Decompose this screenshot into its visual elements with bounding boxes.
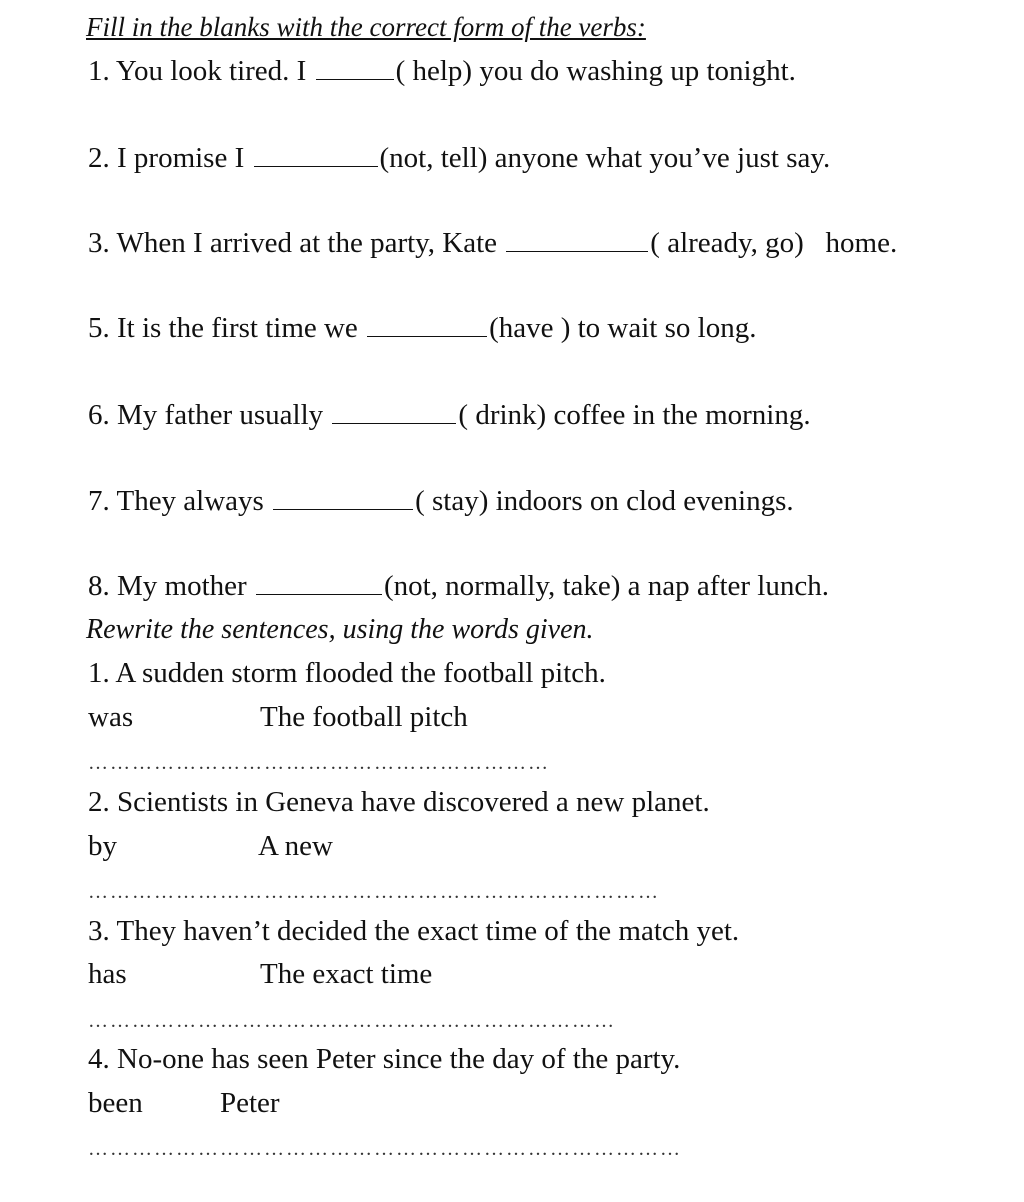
answer-blank (316, 78, 394, 80)
exercise-1-item-7 (88, 485, 794, 518)
answer-blank (273, 508, 413, 510)
exercise-1-item-5 (88, 312, 756, 345)
item-text-after: ( help) you do washing up tonight. (395, 55, 796, 87)
rewrite-sentence-2: 2. Scientists in Geneva have discovered a new planet. (88, 786, 710, 818)
rewrite-keyword-1: was (88, 701, 134, 733)
answer-blank (506, 250, 648, 252)
item-text-after: ( stay) indoors on clod evenings. (415, 485, 794, 517)
item-text-before: 8. My mother (88, 570, 254, 602)
rewrite-keyword-3: has (88, 958, 127, 990)
item-text-before: 6. My father usually (88, 399, 331, 431)
rewrite-sentence-3: 3. They haven’t decided the exact time of the match yet. (88, 915, 740, 947)
item-text-after: (not, tell) anyone what you’ve just say. (379, 142, 831, 174)
item-text-before: 3. When I arrived at the party, Kate (88, 227, 505, 259)
exercise-1-item-6 (88, 399, 811, 432)
exercise-1-item-8 (88, 570, 829, 603)
item-text-before: 1. You look tired. I (88, 55, 314, 87)
exercise-1-title: Fill in the blanks with the correct form of the verbs: (86, 12, 646, 42)
item-text-after: (not, normally, take) a nap after lunch. (383, 570, 829, 602)
rewrite-answer-line-3: ……………………………………………………………… (88, 1010, 616, 1032)
rewrite-sentence-1: 1. A sudden storm flooded the football pitch. (88, 657, 606, 689)
exercise-1-item-1 (88, 55, 796, 88)
exercise-1-item-3 (88, 227, 897, 260)
rewrite-start-3: The exact time (260, 958, 433, 990)
item-text-after: ( already, go) home. (650, 227, 898, 259)
answer-blank (254, 165, 378, 167)
rewrite-sentence-4: 4. No-one has seen Peter since the day of the party. (88, 1043, 681, 1075)
rewrite-start-1: The football pitch (260, 701, 468, 733)
answer-blank (367, 335, 487, 337)
answer-blank (256, 593, 382, 595)
rewrite-answer-line-4: ……………………………………………………………………… (88, 1138, 682, 1160)
item-text-after: (have ) to wait so long. (489, 312, 757, 344)
item-text-before: 7. They always (88, 485, 272, 517)
rewrite-keyword-2: by (88, 830, 117, 862)
exercise-1-item-2 (88, 142, 830, 175)
exercise-2-title: Rewrite the sentences, using the words given. (86, 614, 594, 645)
rewrite-start-4: Peter (220, 1087, 280, 1119)
answer-blank (332, 422, 456, 424)
rewrite-answer-line-1: ……………………………………………………… (88, 752, 550, 774)
item-text-before: 5. It is the first time we (88, 312, 366, 344)
item-text-before: 2. I promise I (88, 142, 252, 174)
rewrite-start-2: A new (258, 830, 333, 862)
rewrite-keyword-4: been (88, 1087, 143, 1119)
rewrite-answer-line-2: …………………………………………………………………… (88, 881, 660, 903)
item-text-after: ( drink) coffee in the morning. (458, 399, 811, 431)
